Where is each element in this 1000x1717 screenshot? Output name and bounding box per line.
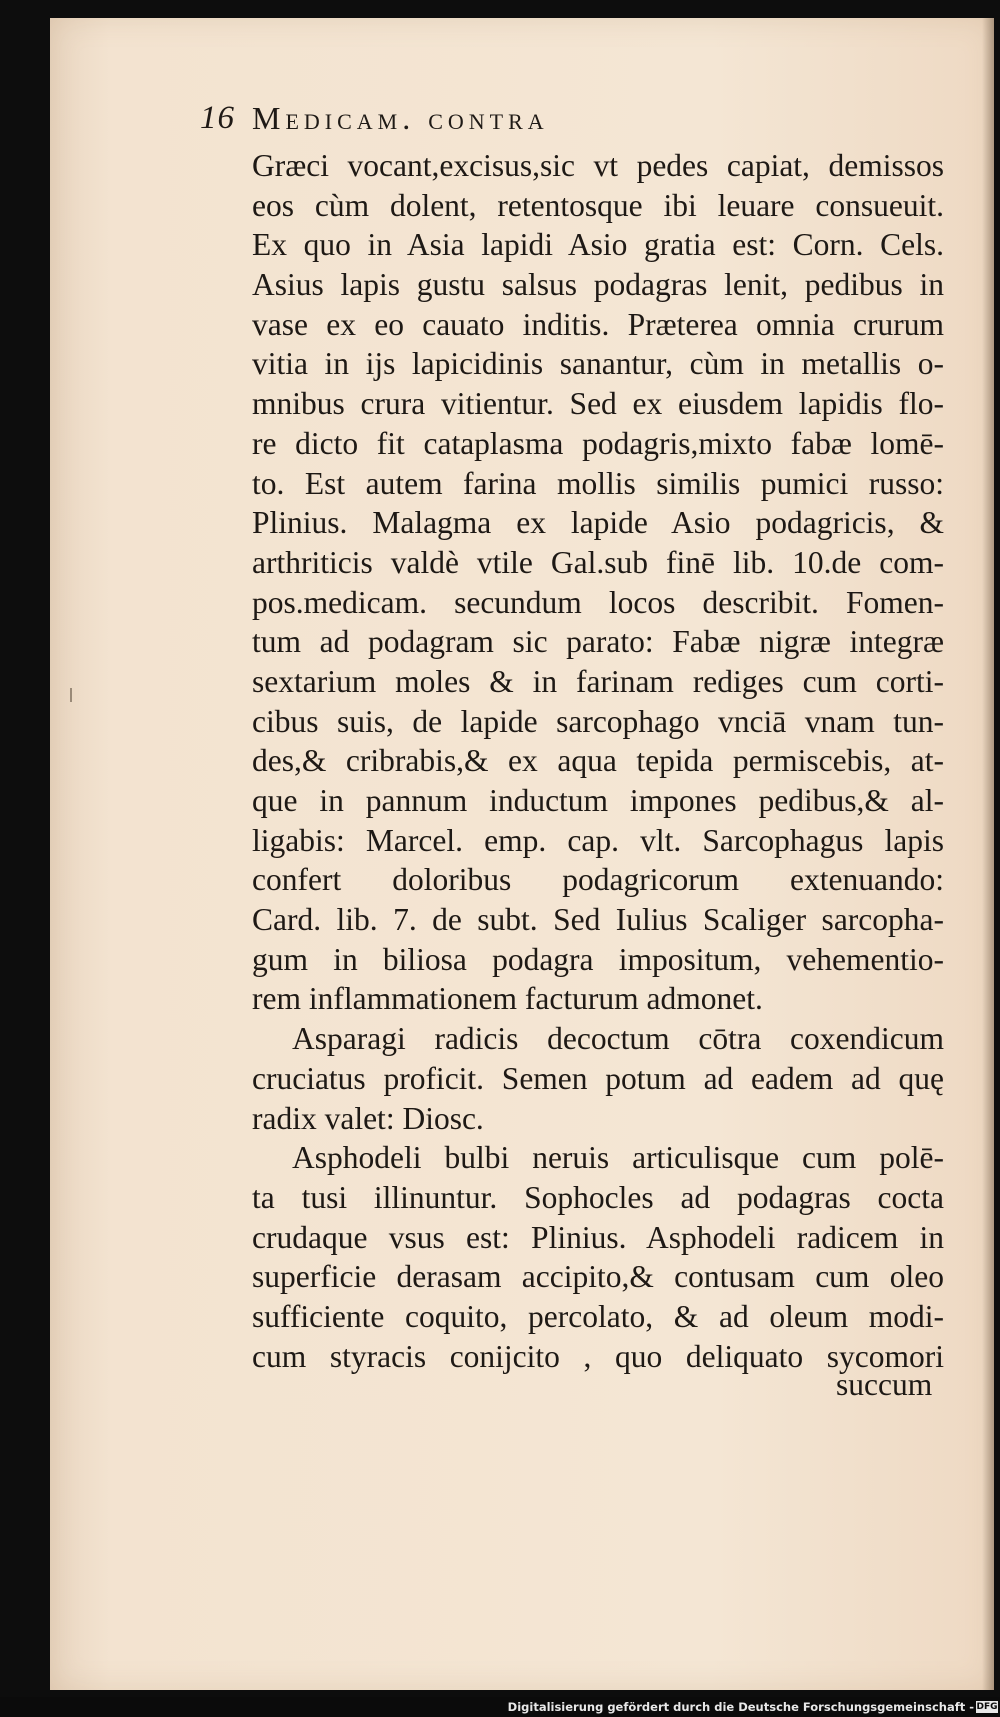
margin-mark	[70, 688, 72, 702]
text-line: Græci vocant,excisus,sic vt pedes capiat, demissos	[252, 148, 944, 183]
text-line: re dicto fit cataplasma podagris,mixto fabæ lomē-	[252, 425, 944, 461]
text-line: cibus suis, de lapide sarcophago vnciā vnam tun-	[252, 703, 944, 739]
text-line: pos.medicam. secundum locos describit. Fomen-	[252, 584, 944, 620]
text-line: eos cùm dolent, retentosque ibi leuare consueuit.	[252, 187, 944, 223]
page-number: 16	[200, 100, 235, 136]
text-line: que in pannum inductum impones pedibus,& al-	[252, 783, 944, 818]
text-line: rem inflammationem facturum admonet.	[252, 981, 763, 1017]
text-line: ligabis: Marcel. emp. cap. vlt. Sarcophagus lapis	[252, 822, 944, 858]
text-line: Asius lapis gustu salsus podagras lenit, pedibus in	[252, 267, 944, 303]
text-line: cum styracis conijcito , quo deliquato sycomori	[252, 1338, 944, 1374]
paragraph-start-line: Asphodeli bulbi neruis articulisque cum polē-	[292, 1140, 944, 1176]
paragraph-start-line: Asparagi radicis decoctum cōtra coxendicum	[292, 1021, 944, 1057]
running-head: Medicam. contra	[252, 100, 549, 136]
text-line: gum in biliosa podagra impositum, vehementio-	[252, 941, 944, 977]
text-line: Card. lib. 7. de subt. Sed Iulius Scaliger sarcopha-	[252, 902, 944, 938]
dfg-logo-icon: DFG	[976, 1702, 998, 1712]
text-line: sextarium moles & in farinam rediges cum corti-	[252, 663, 944, 699]
page-header	[200, 100, 780, 144]
text-line: cruciatus proficit. Semen potum ad eadem ad quę	[252, 1060, 944, 1096]
text-line: Plinius. Malagma ex lapide Asio podagricis, &	[252, 505, 944, 541]
catchword: succum	[836, 1367, 933, 1402]
text-line: vase ex eo cauato inditis. Præterea omnia crurum	[252, 306, 944, 342]
text-line: confert doloribus podagricorum extenuando:	[252, 862, 944, 898]
body-text	[252, 146, 944, 1376]
text-line: to. Est autem farina mollis similis pumici russo:	[252, 465, 944, 501]
text-line: arthriticis valdè vtile Gal.sub finē lib. 10.de com-	[252, 544, 944, 580]
text-line: tum ad podagram sic parato: Fabæ nigræ integræ	[252, 624, 944, 660]
text-line: superficie derasam accipito,& contusam cum oleo	[252, 1259, 944, 1295]
text-line: ta tusi illinuntur. Sophocles ad podagras cocta	[252, 1179, 944, 1215]
gutter-shadow	[982, 18, 994, 1690]
text-line: sufficiente coquito, percolato, & ad oleum modi-	[252, 1298, 944, 1334]
text-line: radix valet: Diosc.	[252, 1100, 484, 1136]
text-line: mnibus crura vitientur. Sed ex eiusdem lapidis flo-	[252, 386, 944, 422]
text-line: vitia in ijs lapicidinis sanantur, cùm in metallis o-	[252, 346, 944, 382]
text-line: crudaque vsus est: Plinius. Asphodeli radicem in	[252, 1219, 944, 1255]
text-line: des,& cribrabis,& ex aqua tepida permiscebis, at-	[252, 743, 944, 779]
text-line: Ex quo in Asia lapidi Asio gratia est: Corn. Cels.	[252, 227, 944, 263]
funding-credit: Digitalisierung gefördert durch die Deutsche Forschungsgemeinschaft -	[507, 1700, 974, 1714]
